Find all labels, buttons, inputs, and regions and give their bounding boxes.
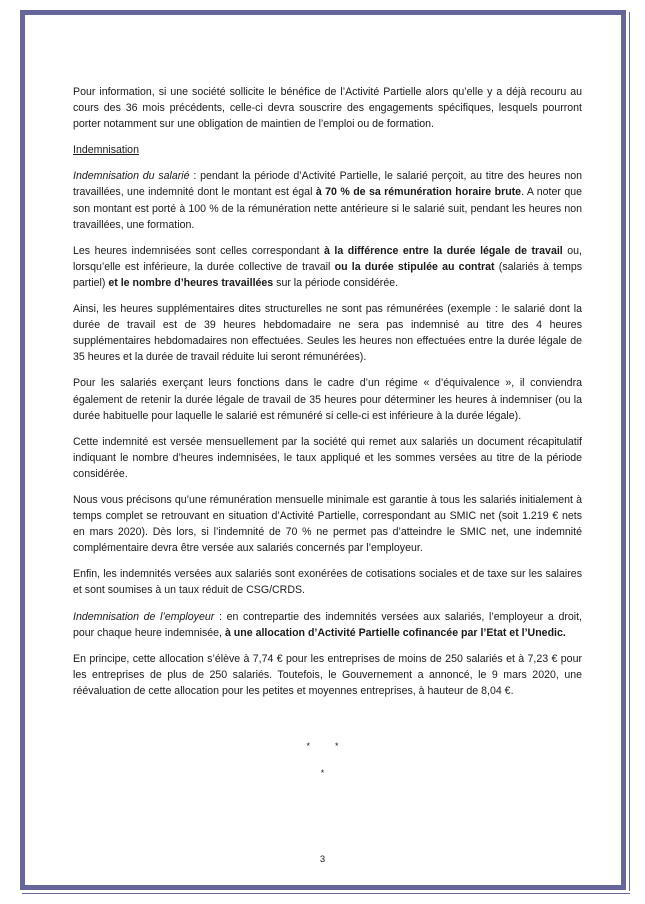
page-number: 3: [319, 854, 326, 865]
text-run: Pour les salariés exerçant leurs fonctions dans le cadre d’un régime « d’équivalence », il conviendra également de retenir la durée légale de travail de 35 heures pour déterminer les heures à indemniser (ou la durée habituelle pour laquelle le salarié est rémunéré si celle-ci est inférieure à la durée légale).: [73, 377, 582, 422]
text-run: Nous vous précisons qu’une rémunération mensuelle minimale est garantie à tous les salariés initialement à temps complet se retrouvant en situation d’Activité Partielle, correspondant au SMIC net (soit 1.219 € nets en mars 2020). Dès lors, si l’indemnité de 70 % ne permet pas d’atteindre le SMIC net, une indemnité complémentaire devra être versée aux salariés concernés par l’employeur.: [73, 493, 582, 555]
bold-text: à 70 % de sa rémunération horaire brute: [315, 186, 522, 199]
text-run: : pendant la période d’Activité Partielle, le salarié perçoit, au titre des heures non travaillées, une indemnité dont le montant est égal: [73, 170, 582, 199]
section-heading: [73, 142, 582, 158]
italic-text: Indemnisation du salarié: [73, 170, 190, 183]
paragraph: [73, 243, 582, 291]
text-run: : en contrepartie des indemnités versées aux salariés, l’employeur a droit, pour chaque heure indemnisée,: [73, 610, 583, 639]
paragraph: [73, 492, 582, 556]
paragraph: [73, 375, 582, 423]
text-run: Les heures indemnisées sont celles correspondant: [73, 244, 324, 257]
separator-stars-top: * *: [306, 741, 339, 751]
frame-shadow-line-right: [629, 12, 630, 891]
bold-text: ou la durée stipulée au contrat: [334, 260, 495, 273]
paragraph: [73, 566, 582, 598]
text-run: (salariés à temps partiel): [73, 260, 583, 289]
paragraph: [73, 84, 582, 132]
text-run: . A noter que son montant est porté à 100 % de la rémunération nette antérieure si le salarié suit, pendant les heures non travaillées, une formation.: [73, 186, 582, 231]
separator-star-bottom: *: [320, 768, 325, 778]
text-run: ou, lorsqu’elle est inférieure, la durée collective de travail: [73, 244, 582, 273]
document-body: [73, 84, 582, 709]
paragraph: [73, 168, 582, 232]
paragraph: [73, 301, 582, 365]
paragraph: [73, 609, 582, 641]
bold-text: et le nombre d’heures travaillées: [108, 276, 274, 289]
frame-shadow-line-bottom: [22, 893, 630, 894]
bold-text: à la différence entre la durée légale de travail: [323, 244, 563, 257]
text-run: sur la période considérée.: [273, 276, 399, 289]
text-run: Pour information, si une société sollicite le bénéfice de l’Activité Partielle alors qu’elle y a déjà recouru au cours des 36 mois précédents, celle-ci devra souscrire des engagements spécifiques, lesquels pourront porter notamment sur une obligation de maintien de l’emploi ou de formation.: [73, 86, 582, 131]
bold-text: à une allocation d’Activité Partielle cofinancée par l’Etat et l’Unedic.: [224, 626, 566, 639]
italic-text: Indemnisation de l’employeur: [73, 610, 215, 623]
text-run: Indemnisation: [73, 144, 139, 157]
text-run: Cette indemnité est versée mensuellement par la société qui remet aux salariés un document récapitulatif indiquant le nombre d’heures indemnisées, le taux appliqué et les sommes versées au titre de la période considérée.: [73, 435, 582, 480]
text-run: En principe, cette allocation s’élève à 7,74 € pour les entreprises de moins de 250 salariés et à 7,23 € pour les entreprises de plus de 250 salariés. Toutefois, le Gouvernement a annoncé, le 9 mars 2020, une réévaluation de cette allocation pour les petites et moyennes entreprises, à hauteur de 8,04 €.: [73, 652, 582, 697]
text-run: Ainsi, les heures supplémentaires dites structurelles ne sont pas rémunérées (exemple : le salarié dont la durée de travail est de 39 heures hebdomadaire ne sera pas indemnisé au titre des 4 heures supplémentaires hebdomadaires non effectuées. Seules les heures non effectuées entre la durée légale de 35 heures et la durée de travail réduite lui seront rémunérées).: [73, 303, 582, 364]
paragraph: [73, 651, 582, 699]
text-run: Enfin, les indemnités versées aux salariés sont exonérées de cotisations sociales et de taxe sur les salaires et sont soumises à un taux réduit de CSG/CRDS.: [73, 568, 582, 597]
paragraph: [73, 434, 582, 482]
